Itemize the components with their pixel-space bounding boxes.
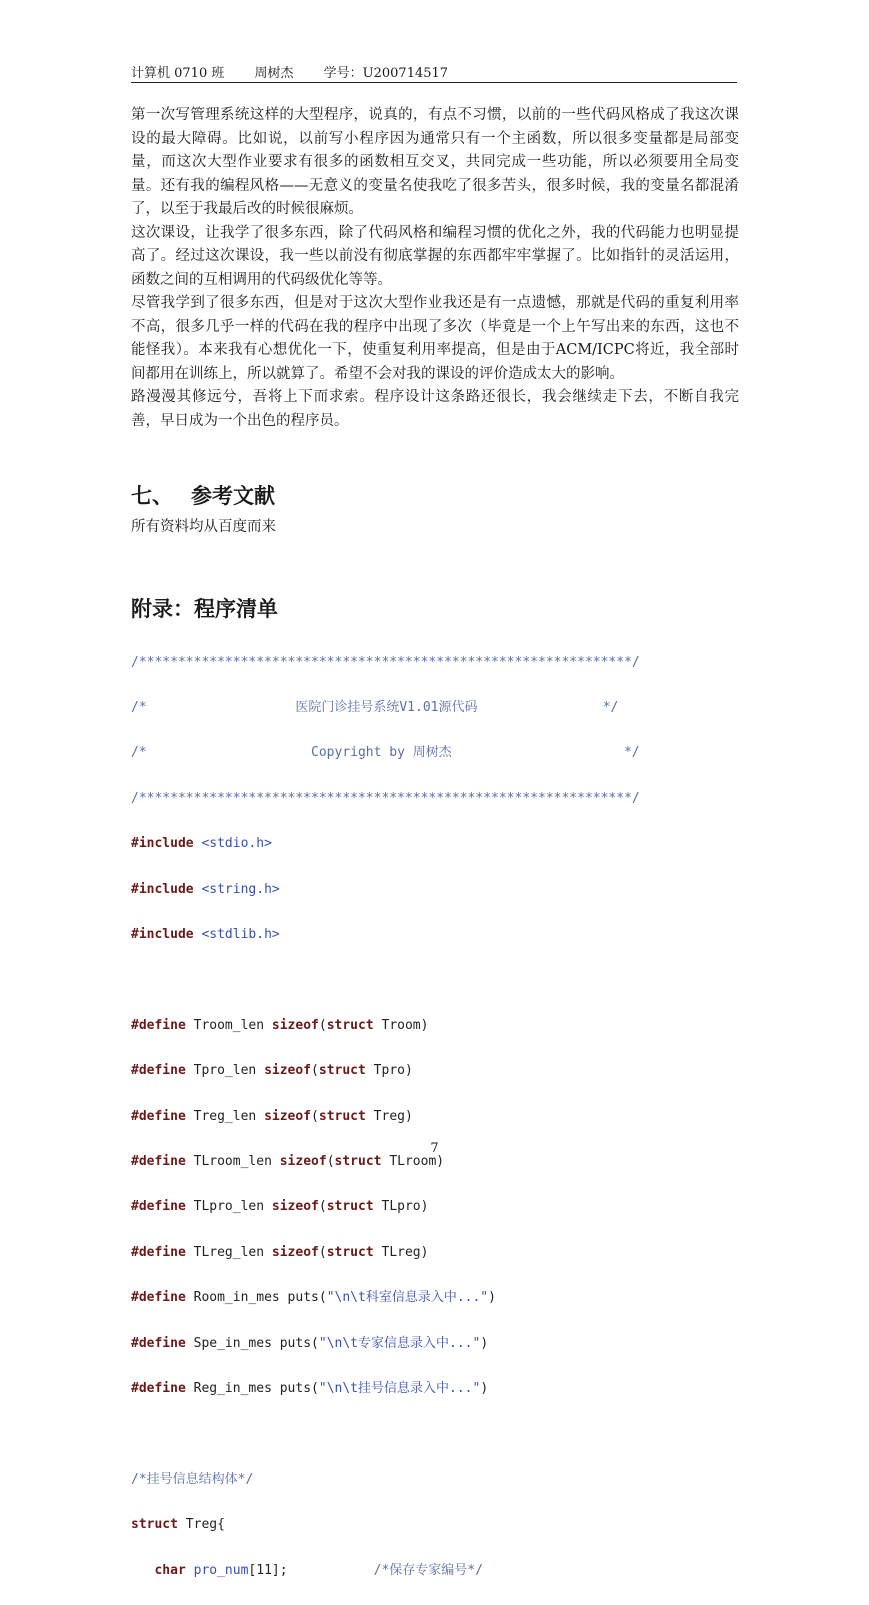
header-name: 周树杰 xyxy=(254,66,294,81)
paragraph: 这次课设，让我学了很多东西，除了代码风格和编程习惯的优化之外，我的代码能力也明显提高了。经过这次课设，我一些以前没有彻底掌握的东西都牢牢掌握了。比如指针的灵活运用，函数之间的互相调用的代码级优化等等。 xyxy=(131,224,739,288)
paragraph: 路漫漫其修远兮，吾将上下而求索。程序设计这条路还很长，我会继续走下去，不断自我完善，早日成为一个出色的程序员。 xyxy=(131,389,739,429)
page-number: 7 xyxy=(430,1141,439,1156)
code-banner-top: /***************************************************************/ xyxy=(131,654,640,670)
code-banner-bottom: /***************************************************************/ xyxy=(131,790,640,806)
code-include-line: #include <stdlib.h> xyxy=(131,927,280,943)
code-blank-line xyxy=(131,969,751,992)
code-define-line: #define Spe_in_mes puts("\n\t专家信息录入中...") xyxy=(131,1335,489,1351)
code-comment-line: /*挂号信息结构体*/ xyxy=(131,1471,254,1487)
code-define-line: #define Reg_in_mes puts("\n\t挂号信息录入中...") xyxy=(131,1380,489,1396)
appendix-heading: 附录：程序清单 xyxy=(131,596,278,621)
page-header xyxy=(131,62,737,83)
code-define-line: #define Room_in_mes puts("\n\t科室信息录入中...") xyxy=(131,1290,496,1306)
references-title: 参考文献 xyxy=(191,483,275,508)
code-define-line: #define TLroom_len sizeof(struct TLroom) xyxy=(131,1154,445,1169)
code-define-line: #define Tpro_len sizeof(struct Tpro) xyxy=(131,1063,413,1079)
code-include-line: #include <stdio.h> xyxy=(131,836,272,852)
code-struct-line: struct Treg{ xyxy=(131,1517,225,1533)
code-define-line: #define Treg_len sizeof(struct Treg) xyxy=(131,1108,413,1124)
paragraph: 尽管我学到了很多东西，但是对于这次大型作业我还是有一点遗憾，那就是代码的重复利用率不高，很多几乎一样的代码在我的程序中出现了多次（毕竟是一个上午写出来的东西，这也不能怪我）。本来我有心想优化一下，使重复利用率提高，但是由于ACM/ICPC将近，我全部时间都用在训练上，所以就算了。希望不会对我的课设的评价造成太大的影响。 xyxy=(131,295,739,382)
code-blank-line xyxy=(131,1423,751,1446)
code-listing xyxy=(131,629,751,1605)
references-text: 所有资料均从百度而来 xyxy=(131,519,276,535)
header-student-id: 学号：U200714517 xyxy=(323,66,449,81)
references-number: 七、 xyxy=(131,483,173,508)
code-banner-line: /* 医院门诊挂号系统V1.01源代码 */ xyxy=(131,700,619,716)
code-include-line: #include <string.h> xyxy=(131,881,280,897)
paragraph: 第一次写管理系统这样的大型程序，说真的，有点不习惯，以前的一些代码风格成了我这次课设的最大障碍。比如说，以前写小程序因为通常只有一个主函数，所以很多变量都是局部变量，而这次大型作业要求有很多的函数相互交叉，共同完成一些功能，所以必须要用全局变量。还有我的编程风格——无意义的变量名使我吃了很多苦头，很多时候，我的变量名都混淆了，以至于我最后改的时候很麻烦。 xyxy=(131,107,739,217)
code-banner-line: /* Copyright by 周树杰 */ xyxy=(131,745,640,761)
code-define-line: #define Troom_len sizeof(struct Troom) xyxy=(131,1017,429,1033)
header-class: 计算机 0710 班 xyxy=(131,66,225,81)
code-define-line: #define TLreg_len sizeof(struct TLreg) xyxy=(131,1244,429,1260)
code-define-line: #define TLpro_len sizeof(struct TLpro) xyxy=(131,1199,429,1215)
code-field-line: char pro_num[11]; /*保存专家编号*/ xyxy=(154,1562,483,1578)
references-heading xyxy=(131,480,275,510)
summary-text xyxy=(131,104,739,433)
